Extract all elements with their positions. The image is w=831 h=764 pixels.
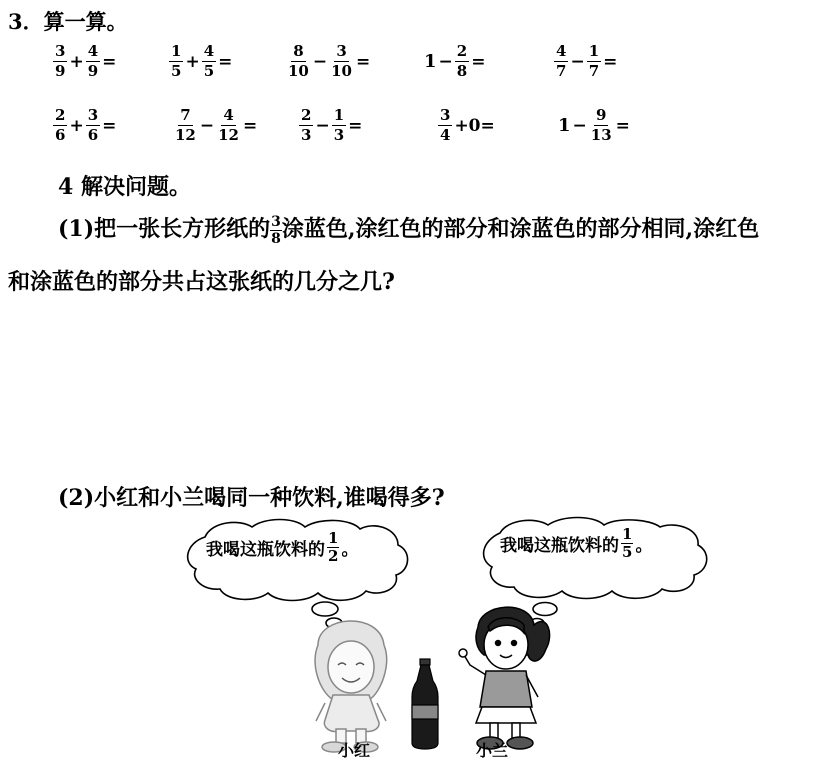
- operator: −: [312, 51, 328, 72]
- equals-sign: =: [348, 115, 363, 136]
- equals-sign: =: [471, 51, 486, 72]
- operator: +0=: [454, 115, 495, 136]
- fraction-numerator: 8: [293, 42, 304, 60]
- fraction-denominator: 5: [203, 62, 215, 80]
- exercise-expression: [553, 44, 618, 79]
- left-bubble-text: [206, 531, 358, 564]
- fraction-denominator: 9: [55, 62, 66, 80]
- fraction-numerator: 3: [87, 106, 99, 124]
- fraction-numerator: 4: [556, 42, 567, 60]
- fraction-numerator: 9: [596, 106, 607, 124]
- fraction-denominator: 10: [288, 62, 309, 80]
- equals-sign: =: [102, 51, 117, 72]
- right-bubble-text: [500, 527, 652, 560]
- exercise-expression: [168, 44, 233, 79]
- fraction-numerator: 1: [171, 42, 182, 60]
- name-label-xiaohong: 小红: [338, 741, 371, 760]
- operator: +: [69, 51, 84, 72]
- drinks-illustration: [0, 515, 831, 764]
- fraction-denominator: 2: [328, 547, 339, 565]
- exercise-expression: [298, 108, 363, 143]
- equals-sign: =: [615, 115, 630, 136]
- fraction: [202, 44, 216, 79]
- fraction-denominator: 10: [331, 62, 352, 80]
- fraction: [554, 44, 568, 79]
- exercise-expression: [52, 44, 117, 79]
- fraction-numerator: 7: [180, 106, 191, 124]
- whole-number: 1: [424, 51, 437, 72]
- exercise-expression: [437, 108, 496, 143]
- fraction-denominator: 5: [622, 543, 633, 561]
- girl-xiaohong: [315, 621, 386, 752]
- fraction: [86, 44, 100, 79]
- exercise-expression: [52, 108, 117, 143]
- question-1-line-1: [58, 212, 759, 246]
- fraction: [286, 44, 311, 79]
- fraction: [299, 108, 313, 143]
- fraction-denominator: 3: [333, 126, 345, 144]
- equals-sign: =: [603, 51, 618, 72]
- drink-bottle-icon: [412, 659, 438, 749]
- exercise-expression: [285, 44, 371, 79]
- fraction-numerator: 3: [271, 213, 281, 230]
- question-2: (2)小红和小兰喝同一种饮料,谁喝得多?: [58, 485, 445, 511]
- fraction-numerator: 2: [301, 106, 312, 124]
- fraction-numerator: 3: [336, 42, 347, 60]
- fraction-numerator: 4: [203, 42, 215, 60]
- right-bubble-words: 我喝这瓶饮料的: [500, 536, 619, 556]
- left-bubble-fraction: [327, 531, 339, 564]
- equals-sign: =: [218, 51, 233, 72]
- fraction-numerator: 2: [456, 42, 468, 60]
- fraction: [587, 44, 601, 79]
- operator: +: [69, 115, 84, 136]
- question-1-fraction: [270, 215, 282, 246]
- section-4-title: 4 解决问题。: [58, 174, 191, 200]
- girl-xiaolan: [459, 607, 550, 749]
- fraction-denominator: 12: [218, 126, 239, 144]
- operator: −: [570, 51, 585, 72]
- fraction: [53, 108, 67, 143]
- operator: −: [199, 115, 215, 136]
- exercise-expression: [424, 44, 486, 79]
- fraction: [329, 44, 354, 79]
- left-bubble-period: 。: [341, 540, 359, 560]
- fraction-numerator: 1: [333, 106, 345, 124]
- fraction-numerator: 3: [55, 42, 66, 60]
- fraction: [86, 108, 100, 143]
- fraction-denominator: 7: [588, 62, 600, 80]
- fraction-denominator: 8: [456, 62, 468, 80]
- equals-sign: =: [243, 115, 258, 136]
- fraction-denominator: 9: [87, 62, 99, 80]
- fraction-numerator: 3: [440, 106, 451, 124]
- right-bubble-fraction: [621, 527, 633, 560]
- name-label-xiaolan: 小兰: [476, 741, 509, 760]
- fraction-denominator: 6: [55, 126, 66, 144]
- equals-sign: =: [356, 51, 371, 72]
- fraction-denominator: 8: [271, 230, 281, 247]
- fraction-denominator: 5: [171, 62, 182, 80]
- question-1-prefix: (1)把一张长方形纸的: [58, 216, 271, 242]
- fraction: [589, 108, 614, 143]
- fraction-numerator: 4: [223, 106, 234, 124]
- fraction-numerator: 4: [87, 42, 99, 60]
- fraction: [169, 44, 183, 79]
- fraction-denominator: 12: [175, 126, 196, 144]
- question-1-line-2: 和涂蓝色的部分共占这张纸的几分之几?: [8, 269, 395, 295]
- fraction-denominator: 6: [87, 126, 99, 144]
- operator: −: [438, 51, 453, 72]
- fraction-denominator: 7: [556, 62, 567, 80]
- fraction-numerator: 2: [55, 106, 66, 124]
- fraction: [53, 44, 67, 79]
- right-bubble-period: 。: [635, 536, 653, 556]
- fraction-denominator: 3: [301, 126, 312, 144]
- fraction: [216, 108, 241, 143]
- left-bubble-words: 我喝这瓶饮料的: [206, 540, 325, 560]
- fraction: [332, 108, 346, 143]
- section-3-title: 3．算一算。: [8, 9, 128, 34]
- fraction: [455, 44, 469, 79]
- operator: −: [315, 115, 330, 136]
- operator: −: [572, 115, 587, 136]
- question-1-suffix: 涂蓝色,涂红色的部分和涂蓝色的部分相同,涂红色: [281, 216, 760, 242]
- fraction: [438, 108, 452, 143]
- fraction-denominator: 4: [440, 126, 451, 144]
- equals-sign: =: [102, 115, 117, 136]
- fraction-denominator: 13: [590, 126, 612, 144]
- exercise-expression: [172, 108, 258, 143]
- fraction-numerator: 1: [622, 525, 633, 543]
- fraction: [173, 108, 198, 143]
- exercise-expression: [558, 108, 631, 143]
- whole-number: 1: [558, 115, 571, 136]
- fraction-numerator: 1: [328, 529, 339, 547]
- operator: +: [185, 51, 200, 72]
- fraction-numerator: 1: [588, 42, 600, 60]
